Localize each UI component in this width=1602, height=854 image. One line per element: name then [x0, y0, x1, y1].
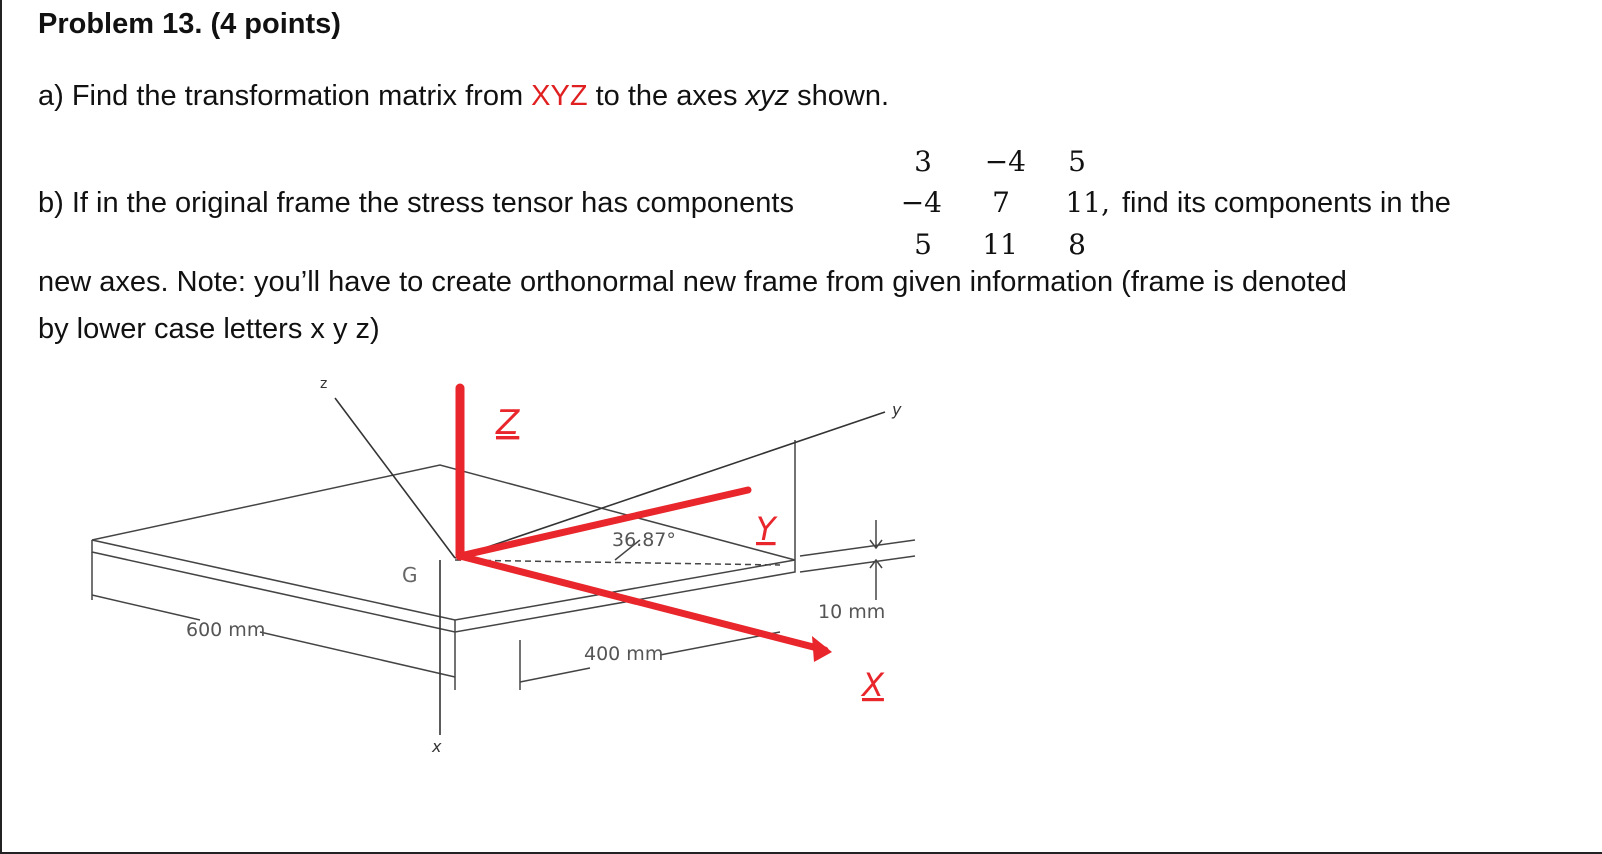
part-a-axes: xyz [745, 80, 790, 112]
part-b-note-line-2: by lower case letters x y z) [38, 313, 380, 345]
matrix-cell: −4 [984, 145, 1026, 178]
matrix-cell: 5 [1068, 145, 1086, 178]
part-b-prefix: b) If in the original frame the stress tensor has components [38, 187, 794, 219]
part-a-middle: to the axes [587, 80, 746, 112]
part-a-suffix: shown. [789, 80, 890, 112]
x-axis-arrowhead [812, 636, 832, 662]
new-axis-X-line [460, 556, 825, 650]
part-b-suffix: find its components in the [1122, 187, 1451, 219]
part-a-xyz-highlight: XYZ [531, 80, 588, 112]
matrix-cell: 8 [1068, 228, 1086, 261]
angle-label: 36.87° [612, 529, 676, 551]
thickness-label: 10 mm [818, 601, 886, 623]
original-axes [335, 398, 885, 735]
part-b-note-line: new axes. Note: you’ll have to create orthonormal new frame from given information (frame is denoted [38, 266, 1347, 298]
orig-axis-y-label: y [892, 400, 902, 419]
orig-axis-x-label: x [432, 737, 442, 756]
problem-title: Problem 13. (4 points) [38, 8, 341, 40]
orig-axis-z-label: z [320, 376, 328, 392]
matrix-cell: 11 [982, 228, 1018, 261]
part-a-prefix: a) Find the transformation matrix from [38, 80, 532, 112]
matrix-cell: −4 [900, 186, 942, 219]
new-axis-Y-line [460, 490, 748, 556]
matrix-cell: 11, [1065, 186, 1110, 219]
new-axis-Y-label: Y [756, 510, 776, 548]
matrix-cell: 7 [992, 186, 1010, 219]
matrix-cell: 5 [914, 228, 932, 261]
length-label: 600 mm [186, 619, 266, 641]
center-label: G [402, 563, 418, 587]
matrix-cell: 3 [914, 145, 932, 178]
width-label: 400 mm [584, 643, 664, 665]
new-axis-Z-label: Z [496, 403, 520, 443]
new-axis-X-label: X [862, 666, 884, 704]
